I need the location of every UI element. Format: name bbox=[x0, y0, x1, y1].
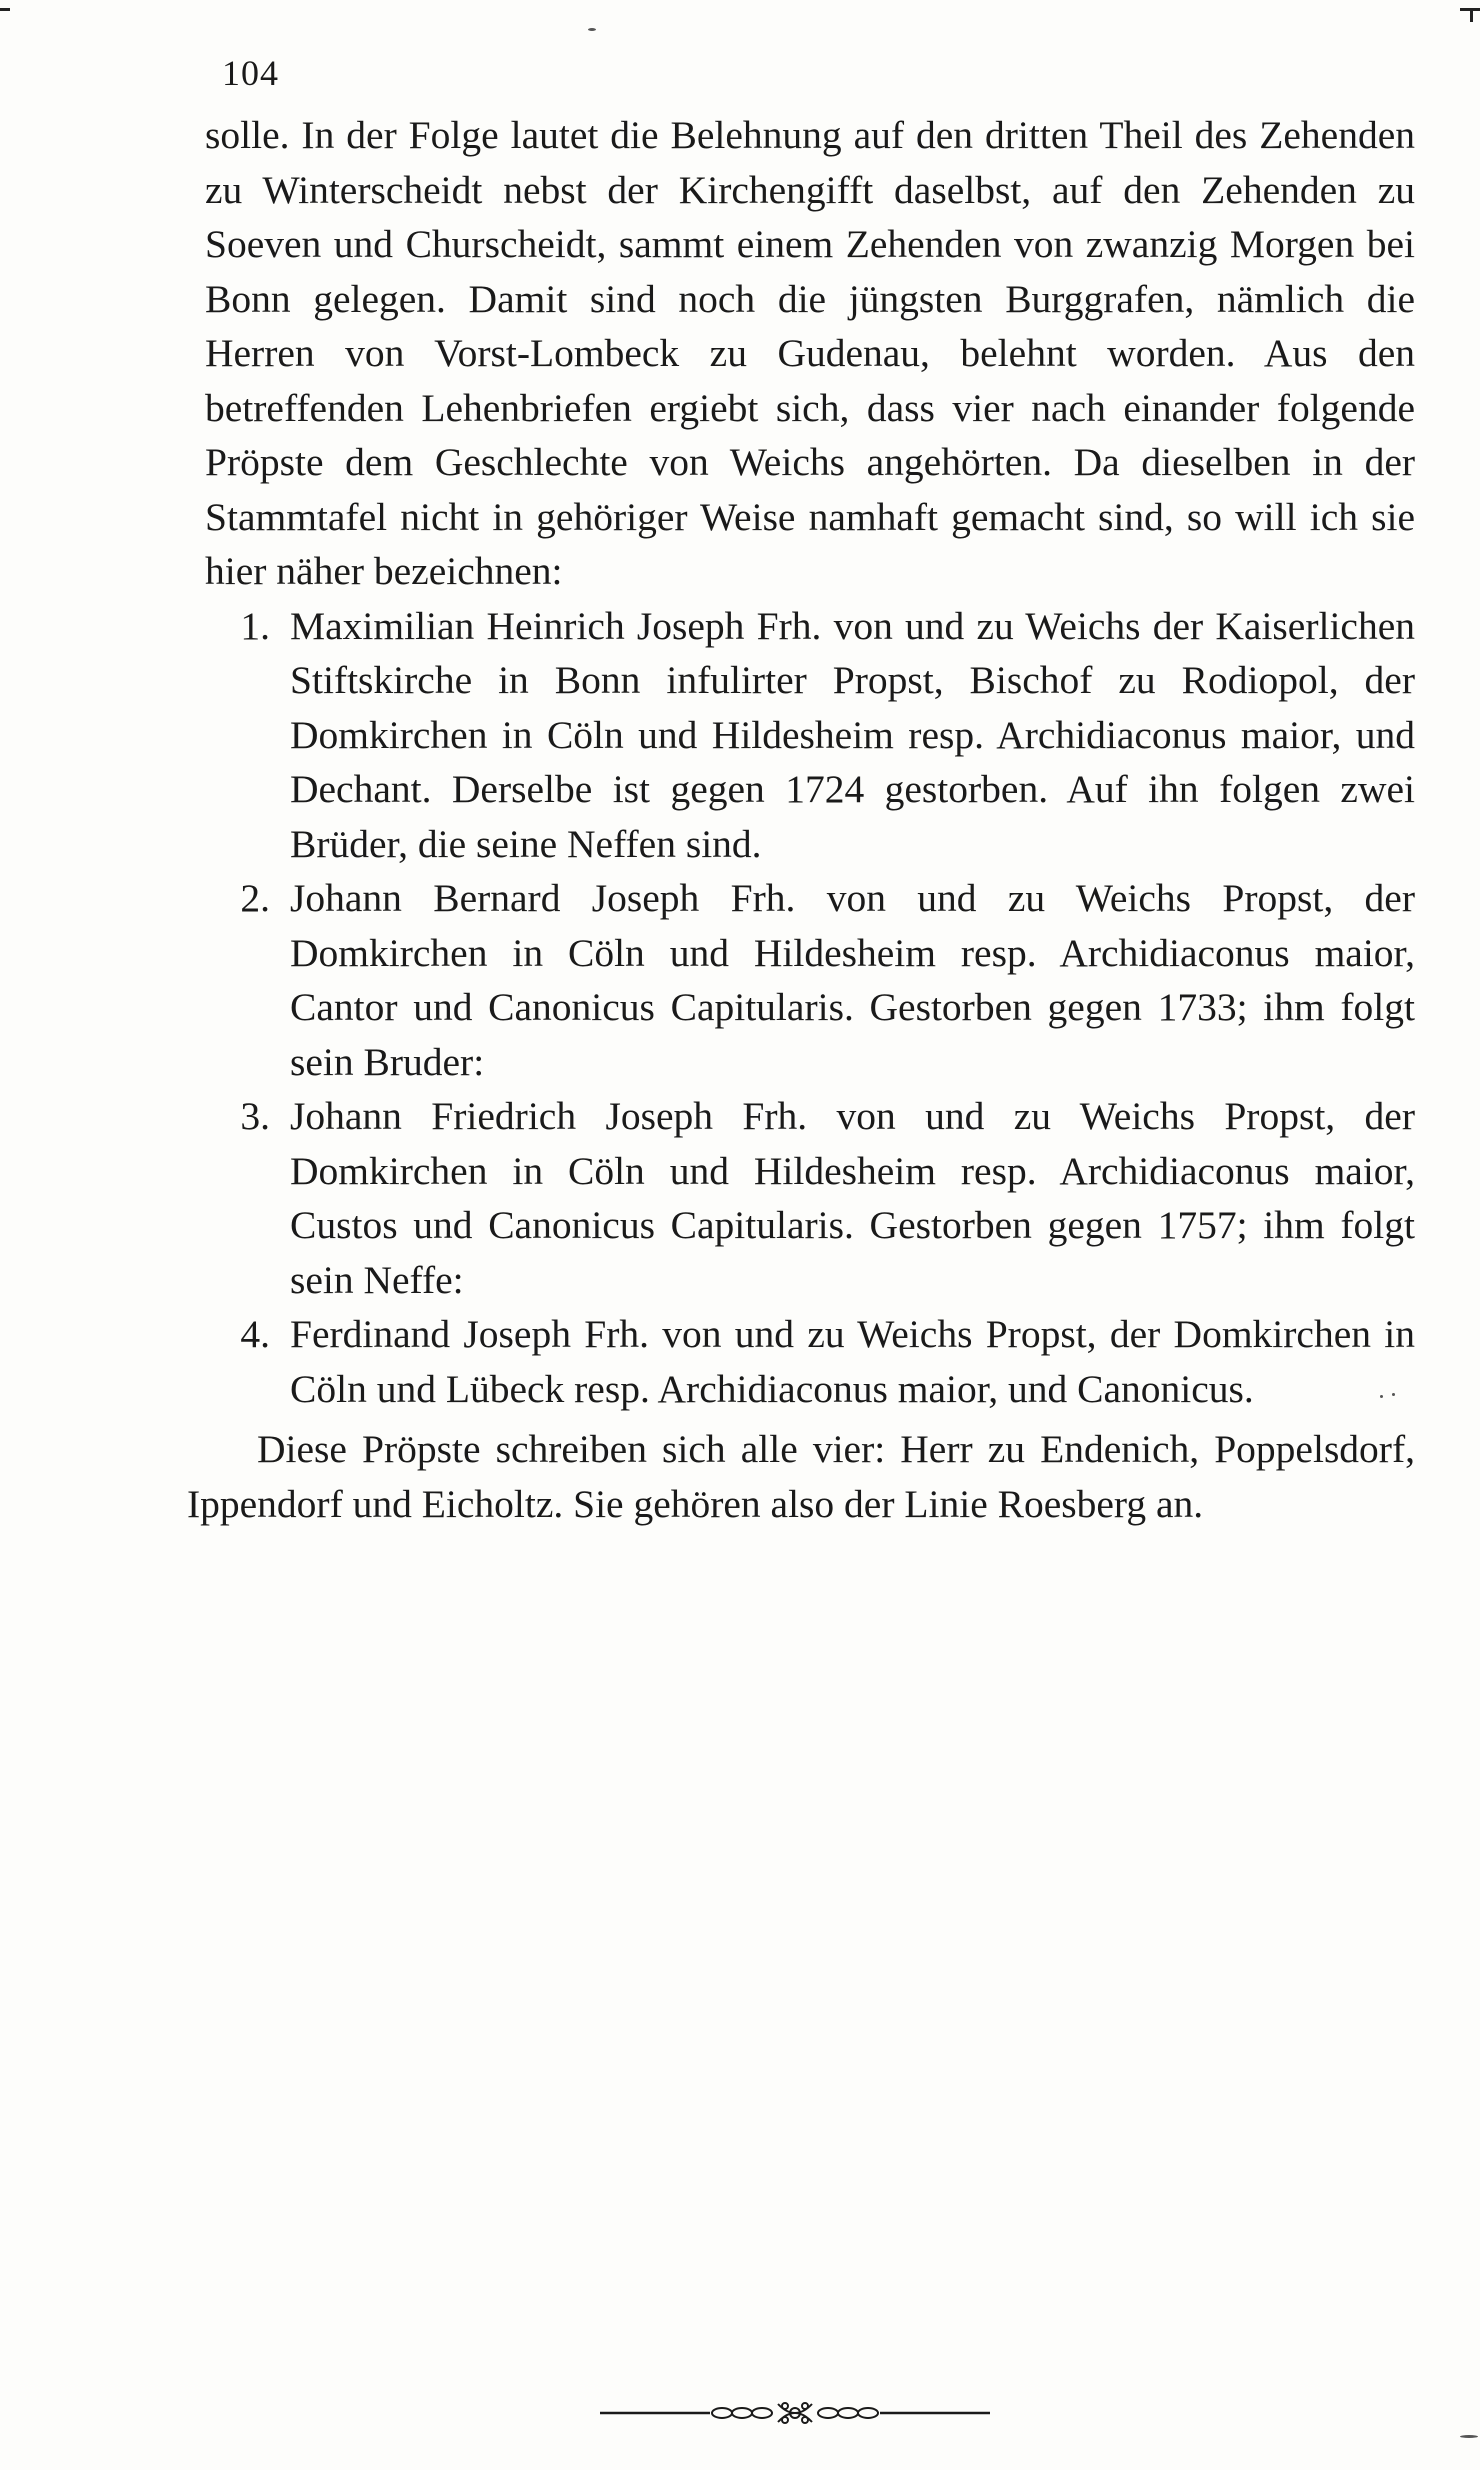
scan-speck bbox=[1460, 2435, 1478, 2438]
provost-list bbox=[205, 599, 1415, 1417]
list-item bbox=[205, 1307, 1415, 1416]
list-item-number: 3. bbox=[240, 1094, 270, 1138]
list-item-text: Ferdinand Joseph Frh. von und zu Weichs Propst, der Domkirchen in Cöln und Lübeck resp. Archidiaconus maior, und Canonicus. bbox=[290, 1312, 1415, 1411]
list-item-text: Johann Friedrich Joseph Frh. von und zu Weichs Propst, der Domkirchen in Cöln und Hildesheim resp. Archidiaconus maior, Custos und Canonicus Capitularis. Gestorben gegen 1757; ihm folgt sein Neffe: bbox=[290, 1094, 1415, 1302]
scan-speck bbox=[588, 28, 596, 31]
scan-corner-mark-left bbox=[0, 8, 10, 11]
closing-paragraph: Diese Pröpste schreiben sich alle vier: Herr zu Endenich, Poppelsdorf, Ippendorf und Eicholtz. Sie gehören also der Linie Roesberg an. bbox=[187, 1427, 1415, 1526]
ornament-rule bbox=[600, 2398, 990, 2428]
body-text bbox=[187, 108, 1415, 1531]
list-item-text: Johann Bernard Joseph Frh. von und zu Weichs Propst, der Domkirchen in Cöln und Hildesheim resp. Archidiaconus maior, Cantor und Canonicus Capitularis. Gestorben gegen 1733; ihm folgt sein Bruder: bbox=[290, 876, 1415, 1084]
list-item-number: 2. bbox=[240, 876, 270, 920]
list-item-number: 1. bbox=[240, 603, 270, 648]
scan-corner-mark-right-vertical bbox=[1470, 8, 1473, 22]
list-item bbox=[205, 1089, 1415, 1307]
list-item-number: 4. bbox=[240, 1312, 270, 1356]
list-item bbox=[205, 871, 1415, 1089]
list-item bbox=[205, 599, 1415, 872]
opening-paragraph: solle. In der Folge lautet die Belehnung auf den dritten Theil des Zehenden zu Winterscheidt nebst der Kirchengifft daselbst, auf den Zehenden zu Soeven und Churscheidt, sammt einem Zehenden von zwanzig Morgen bei Bonn gelegen. Damit sind noch die jüngsten Burggrafen, nämlich die Herren von Vorst-Lombeck zu Gudenau, belehnt worden. Aus den betreffenden Lehenbriefen ergiebt sich, dass vier nach einander folgende Pröpste dem Geschlechte von Weichs angehörten. Da dieselben in der Stammtafel nicht in gehöriger Weise namhaft gemacht sind, so will ich sie hier näher bezeichnen: bbox=[205, 113, 1415, 593]
page-number: 104 bbox=[222, 53, 279, 93]
list-item-text: Maximilian Heinrich Joseph Frh. von und zu Weichs der Kaiserlichen Stiftskirche in Bonn infulirter Propst, Bischof zu Rodiopol, der Domkirchen in Cöln und Hildesheim resp. Archidiaconus maior, und Dechant. Derselbe ist gegen 1724 gestorben. Auf ihn folgen zwei Brüder, die seine Neffen sind. bbox=[290, 603, 1415, 866]
